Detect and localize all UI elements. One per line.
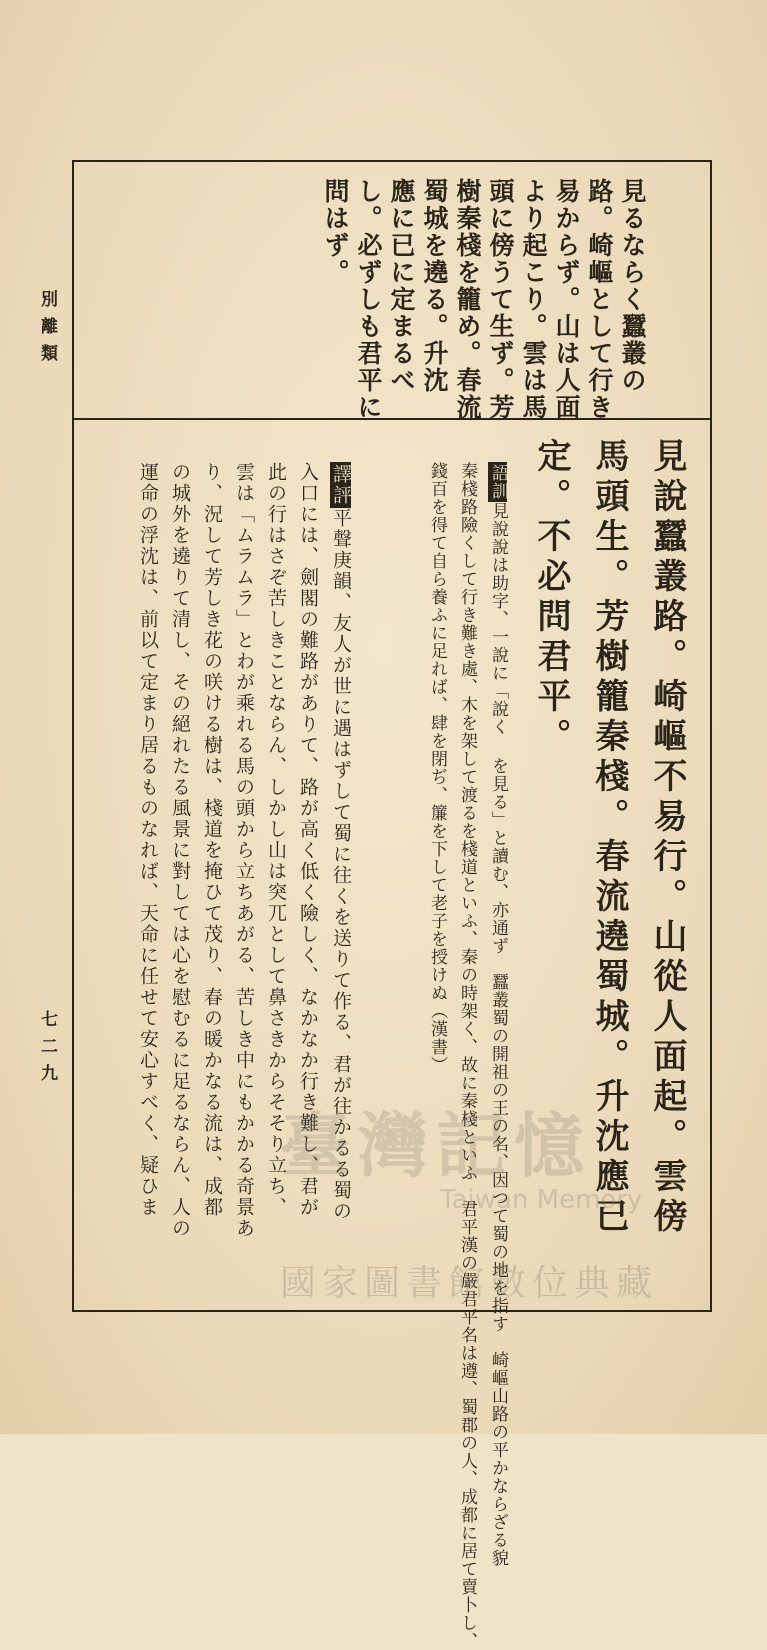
watermark-english: Taiwan Memory [440, 1185, 643, 1215]
watermark-logo: 臺灣記憶 [280, 1104, 592, 1187]
poem-line-2: 馬頭生。芳樹籠秦棧。春流遶蜀城。升沈應已 [589, 438, 629, 1238]
top-col-5: 頭に傍うて生ず。芳 [486, 178, 515, 421]
top-col-8: 應に已に定まるべ [387, 178, 416, 394]
section-label: 別離類 [37, 290, 57, 371]
translation-badge: 譯評 [330, 464, 352, 506]
top-col-2: 路。崎嶇として行き [585, 178, 614, 421]
translation-col-6: の城外を遶りて清し、その絕れたる風景に對しては心を慰むるに足るならん、人の [169, 462, 191, 1239]
top-col-6: 樹秦棧を籠め。春流 [453, 178, 482, 421]
translation-text-1: 平聲庚韻、友人が世に遇はずして蜀に往くを送りて作る、君が往かるる蜀の [330, 508, 352, 1222]
translation-col-4: 雲は「ムラムラ」とわが乘れる馬の頭から立ちあがる、苦しき中にもかかる奇景あ [233, 462, 255, 1239]
notes-col-3: 錢百を得て自ら養ふに足れば、肆を閉ぢ、簾を下して老子を授けぬ（漢書） [427, 462, 447, 1074]
watermark-library: 國家圖書館數位典藏 [280, 1263, 659, 1304]
notes-text-1: 見說說は助字、一說に「說く を見る」と讀む、亦通ず 蠶叢蜀の開祖の王の名、因つて蜀の地を指す 崎嶇山路の平かならざる貌 [488, 502, 508, 1567]
translation-col-2: 入口には、劍閣の難路がありて、路が高く低く險しく、なかなか行き難し、君が [297, 462, 319, 1218]
top-col-9: し。必ずしも君平に [354, 178, 383, 421]
poem-line-1: 見說蠶叢路。崎嶇不易行。山從人面起。雲傍 [647, 438, 687, 1238]
top-col-1: 見るならく蠶叢の [618, 178, 647, 394]
top-col-7: 蜀城を遶る。升沈 [420, 178, 449, 394]
top-col-3: 易からず。山は人面 [552, 178, 581, 421]
page-number: 七二九 [37, 1010, 57, 1091]
translation-col-7: 運命の浮沈は、前以て定まり居るものなれば、天命に任せて安心すべく、疑ひま [137, 462, 159, 1218]
top-col-4: より起こり。雲は馬 [519, 178, 548, 421]
notes-badge: 語訓 [488, 464, 508, 500]
poem-line-3: 定。不必問君平。 [531, 438, 571, 758]
top-col-10: 問はず。 [321, 178, 350, 286]
translation-col-3: 此の行はさぞ苦しきことならん、しかし山は突兀として鼻さきからそそり立ち、 [265, 462, 287, 1218]
notes-col-2: 秦棧路險くして行き難き處、木を架して渡るを棧道といふ、秦の時架く、故に秦棧といふ 君平漢の嚴君平名は遵、蜀郡の人、成都に居て賣卜し、 [457, 462, 477, 1650]
section-divider [72, 418, 712, 420]
translation-col-5: り、況して芳しき花の咲ける樹は、棧道を掩ひて茂り、春の暖かなる流は、成都 [201, 462, 223, 1218]
